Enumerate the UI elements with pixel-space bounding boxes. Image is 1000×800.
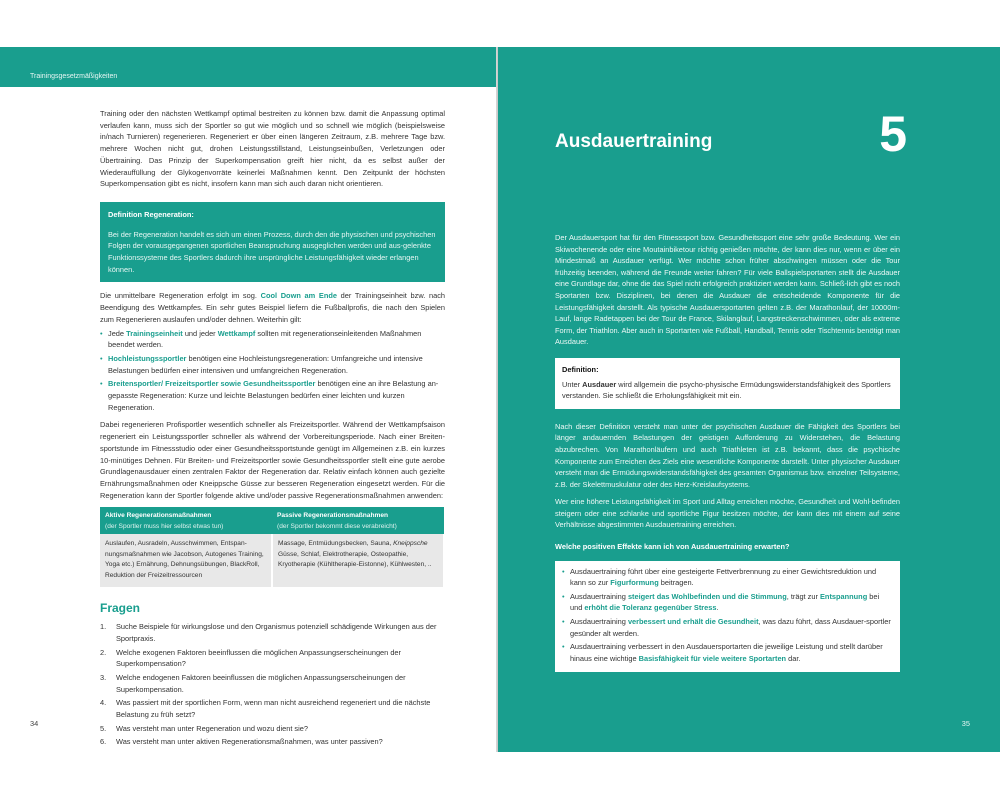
table-cell-active: Auslaufen, Ausradeln, Ausschwimmen, Entspan-nungsmaßnahmen wie Jacobson, Autogenes Training, Yoga etc.) Ernährung, Dehnungsübungen, BlackRoll, Reduktion der Freizeitressourcen <box>100 534 272 587</box>
list-item: • Breitensportler/ Freizeitsportler sowie Gesundheitssportler benötigen eine an ihre Belastung an-gepasste Regeneration: Kurze und leichte Belastungen bedürfen einer leichten und kurzen Regeneration. <box>100 378 445 413</box>
questions-heading: Fragen <box>100 601 141 616</box>
definition-regeneration-box <box>100 202 445 283</box>
list-item: • Ausdauertraining verbessert und erhält die Gesundheit, was dazu führt, dass Ausdauer-sportler gesünder alt werden. <box>562 616 893 639</box>
cool-down-highlight: Cool Down am Ende <box>260 291 337 301</box>
list-item: • Jede Trainingseinheit und jeder Wettkampf sollten mit regenerationseinleitenden Maßnahmen beendet werden. <box>100 328 445 351</box>
table-header-active: Aktive Regenerationsmaßnahmen (der Sportler muss hier selbst etwas tun) <box>100 507 272 534</box>
list-item: 2. Welche exogenen Faktoren beeinflussen die möglichen Anpassungserscheinungen der Superkompensation? <box>100 647 402 669</box>
endurance-intro-paragraph: Der Ausdauersport hat für den Fitnesssport bzw. Gesundheitssport eine sehr große Bedeutung. Wer ein Skiwochenende oder eine Moutainbiketour richtig genießen möchte, der kann dies nur, wenn er über ein Mindestmaß an Ausdauer verfügt. Wer möchte schon früher abschwingen müssen oder die Tour frühzeitig beenden, während die Freunde weiter fahren? Für viele Ballspielsportarten stellt die Ausdauer eine Grundlage dar, ohne die das Spiel nicht erfolgreich praktiziert werden kann. Schließ-lich gibt es noch Sportarten bzw. Disziplinen, bei denen die Ausdauer die entscheidende Komponente für die Leistungsfähigkeit darstellt. Als typische Ausdauersportarten gelten z.B. der Marathonlauf, der 10000m-Lauf, lange Radetappen bei der Tour de France, Skilanglauf, Langstreckenschwimmen, oder als extreme Form, der Triathlon. Aber auch in Sportarten wie Fußball, Handball, Tennis oder Tischtennis benötigt man Ausdauer. <box>555 233 900 347</box>
regeneration-rules-list <box>100 328 445 414</box>
cool-down-paragraph: Die unmittelbare Regeneration erfolgt im sog. Cool Down am Ende der Trainingseinheit bzw. nach Beendigung des Wettkampfes. Ein sehr gutes Beispiel liefern die Fußballprofis, die nach den Spielen zum Regenerieren auslaufen und/oder dehnen. Weiterhin gilt: <box>100 291 446 324</box>
list-item: • Ausdauertraining steigert das Wohlbefinden und die Stimmung, trägt zur Entspannung bei und erhöht die Toleranz gegenüber Stress. <box>562 591 893 614</box>
chapter-number: 5 <box>879 106 907 162</box>
regeneration-table <box>100 507 445 587</box>
effects-list <box>562 566 893 665</box>
list-item: • Ausdauertraining verbessert in den Ausdauersportarten die jeweilige Leistung und stellt darüber hinaus eine wichtige Basisfähigkeit für viele weitere Sportarten dar. <box>562 641 893 664</box>
intro-paragraph: Training oder den nächsten Wettkampf optimal bestreiten zu können bzw. damit die Anpassung optimal verlaufen kann, muss sich der Sportler so gut wie möglich und so schnell wie möglich (beispielsweise in/nach Turnieren) regenerieren. Regeneriert er über einen längeren Zeitraum, z.B. mehrere Tage bzw. mehrere Wochen nicht gut, drohen Leistungsstillstand, Leistungseinbußen, Verletzungen oder Übertraining. Das Prinzip der Superkompensation greift hier nicht, da es selbst außer der Wiederauffüllung der Glykogenvorräte keinerlei Maßnahmen kennt. Den Zeitpunkt der höchsten Superkompensation gibt es nicht, insofern kann man sich auch daran nicht orientieren. <box>100 109 445 189</box>
regeneration-paragraph: Dabei regenerieren Profisportler wesentlich schneller als Freizeitsportler. Während der Wettkampfsaison regeneriert ein Leistungssportler schneller als während der Vorbereitungsperiode. Nach einer Breiten-sportstunde im Fitnessstudio oder einer Gesundheitssportstunde genügt im Allgemeinen z.B. ein kurzes 10-minütiges Dehnen. Für Breiten- und Freizeitsportler sowie Gesundheitssportler stellt eine gute aerobe Grundlagenausdauer einen zentralen Faktor der Regeneration dar. Relativ einfach können auch gezielte Ernährungsmaßnahmen oder Kneippsche Güsse zur besseren Regeneration eingesetzt werden. Für die Regeneration kann der Sportler folgende aktive und/oder passive Regenerationsmaßnahmen anwenden: <box>100 420 445 500</box>
definition-regeneration-body: Bei der Regeneration handelt es sich um einen Prozess, durch den die physischen und psychischen Folgen der vorausgegangenen sportlichen Beanspruchung ausgeglichen werden und aus-gelenkte Funktionssysteme des Sportlers dadurch ihre ursprüngliche Leistungsfähigkeit wieder erlangen können. <box>101 225 444 282</box>
page-number-right: 35 <box>961 719 970 728</box>
left-content <box>100 108 445 750</box>
list-item: 5. Was versteht man unter Regeneration und wozu dient sie? <box>100 723 308 733</box>
right-content <box>555 232 900 672</box>
list-item: 4. Was passiert mit der sportlichen Form, wenn man nicht ausreichend regeneriert und die nächste Belastung zu früh setzt? <box>100 698 431 720</box>
page-number-left: 34 <box>30 719 39 728</box>
definition-endurance-body: Unter Ausdauer wird allgemein die psycho-physische Ermüdungswiderstandsfähigkeit des Sportlers verstanden. Sie schließt die Erholungsfähigkeit mit ein. <box>562 379 891 401</box>
list-item: • Ausdauertraining führt über eine gesteigerte Fettverbrennung zu einer Gewichtsreduktion und kann so zur Figurformung beitragen. <box>562 566 893 589</box>
effects-box <box>555 561 900 673</box>
table-header-passive: Passive Regenerationsmaßnahmen (der Sportler bekommt diese verabreicht) <box>272 507 444 534</box>
definition-endurance-title: Definition: <box>562 364 599 374</box>
definition-regeneration-title: Definition Regeneration: <box>101 203 444 225</box>
list-item: 3. Welche endogenen Faktoren beeinflussen die möglichen Anpassungserscheinungen der Superkompensation. <box>100 672 406 694</box>
definition-endurance-box <box>555 358 900 409</box>
list-item: 6. Was versteht man unter aktiven Regenerationsmaßnahmen, was unter passiven? <box>100 737 383 747</box>
psychic-endurance-paragraph: Nach dieser Definition versteht man unter der psychischen Ausdauer die Fähigkeit des Sportlers bei länger andauernden Belastungen der geistigen Aufforderung zu Widerstehen, die Belastung abzubrechen. Von Marathonläufern und auch Triathleten ist z.B. bekannt, dass die psychische Komponente zum Erreichen des Ziels eine wesentliche Komponente darstellt. Unter physischer Ausdauer versteht man die Ermüdungswiderstandsfähigkeit des gesamten Organismus bzw. einzelner Teilsysteme, z.B. der Skelettmuskulatur oder des Herz-Kreislaufsystems. <box>555 421 900 489</box>
list-item: • Hochleistungssportler benötigen eine Hochleistungsregeneration: Umfangreiche und intensive Belastungen bedürfen einer intensiven und umfangreichen Regeneration. <box>100 353 445 376</box>
effects-question: Welche positiven Effekte kann ich von Ausdauertraining erwarten? <box>555 542 790 552</box>
chapter-title: Ausdauertraining <box>555 131 713 152</box>
performance-paragraph: Wer eine höhere Leistungsfähigkeit im Sport und Alltag erreichen möchte, Gesundheit und Wohl-befinden steigern oder eine schlanke und sportliche Figur besitzen möchte, der kann dies mit einem auf seine Verhältnisse abgestimmten Ausdauertraining erreichen. <box>555 497 900 530</box>
questions-list <box>100 621 445 748</box>
table-cell-passive: Massage, Entmüdungsbecken, Sauna, Kneippsche Güsse, Schlaf, Elektrotherapie, Osteopathie, Kryotherapie (Kühltherapie-Eistonne), Kühlwesten, .. <box>272 534 444 587</box>
list-item: 1. Suche Beispiele für wirkungslose und den Organismus potenziell schädigende Wirkungen aus der Sportpraxis. <box>100 622 437 643</box>
left-page <box>0 47 498 752</box>
right-page <box>498 47 1000 752</box>
running-head: Trainingsgesetzmäßigkeiten <box>0 47 498 87</box>
